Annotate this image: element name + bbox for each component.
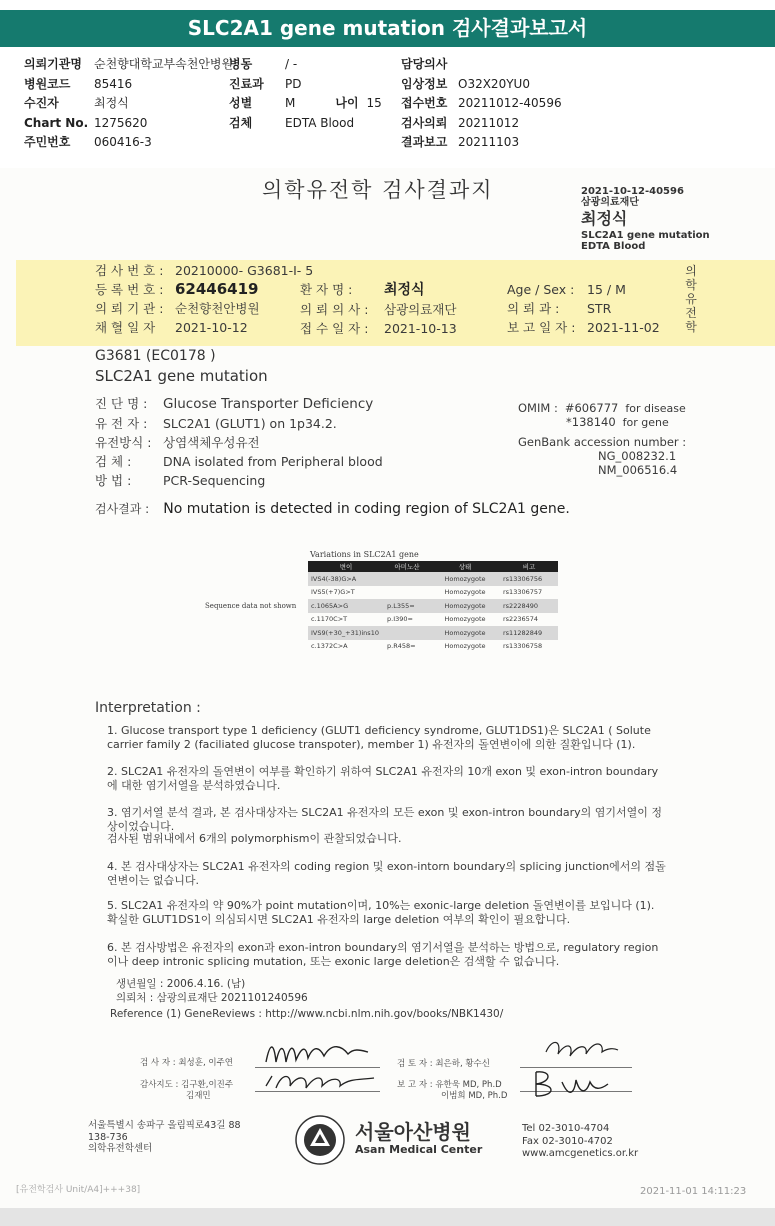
interpretation-item: 4. 본 검사대상자는 SLC2A1 유전자의 coding region 및 exon-intorn boundary의 splicing junction에서의 점돌연변이는 없습니다.	[107, 860, 666, 887]
ward-value: / -	[285, 57, 298, 71]
specimen-value: EDTA Blood	[285, 115, 355, 130]
stamp-line: 삼광의료재단	[581, 197, 639, 208]
asan-foundation-logo	[294, 1114, 346, 1166]
diagnosis-value: Glucose Transporter Deficiency	[163, 396, 374, 412]
age-sex: 15 / M	[587, 282, 626, 297]
reporter-second: 이범희 MD, Ph.D	[441, 1091, 508, 1101]
reviewer-signature-label: 검 토 자 : 최은하, 황수신	[397, 1059, 490, 1069]
center-address: 서울특별시 송파구 올림픽로43길 88 138-736 의학유전학센터	[88, 1120, 241, 1154]
info-label: 담당의사	[401, 57, 448, 71]
omim-disease-code: #606777	[564, 401, 619, 415]
report-title: SLC2A1 gene mutation 검사결과보고서	[0, 10, 775, 47]
variant-cell: IVS4(-38)G>A	[308, 572, 384, 586]
hospital-code-value: 85416	[94, 76, 133, 91]
interpretation-item: 6. 본 검사방법은 유전자의 exon과 exon-intron boundary의 염기서열을 분석하는 방법으로, regulatory region이나 deep intronic splicing mutation, 또는 exonic large deletion은 검색할 수 없습니다.	[107, 941, 659, 968]
clinical-info-value: O32X20YU0	[458, 76, 530, 91]
print-timestamp: 2021-11-01 14:11:23	[640, 1186, 747, 1197]
scan-title: 의학유전학 검사결과지	[262, 178, 494, 202]
aa-cell	[384, 586, 430, 600]
vertical-dept-tag: 의학유전학	[685, 264, 697, 334]
chart-no-value: 1275620	[94, 115, 148, 130]
genbank-label: GenBank accession number :	[518, 435, 687, 449]
detail-label: 진 단 명 :	[95, 396, 148, 411]
interpretation-item: 1. Glucose transport type 1 deficiency (GLUT1 deficiency syndrome, GLUT1DS1)은 SLC2A1 ( Solute carrier family 2 (faciliated glucose transpoter), member 1) 유전자의 돌연변이에 의한 질환입니다 (1).	[107, 724, 651, 751]
detail-label: 방 법 :	[95, 473, 132, 488]
report-date: 2021-11-02	[587, 320, 660, 335]
table-row	[308, 613, 558, 627]
info-label: 임상정보	[401, 76, 448, 91]
page-bottom-strip	[0, 1208, 775, 1226]
reference: Reference (1) GeneReviews : http://www.ncbi.nlm.nih.gov/books/NBK1430/	[110, 1008, 504, 1020]
table-row	[308, 640, 558, 654]
aa-cell: p.L355=	[384, 599, 430, 613]
sequence-note: Sequence data not shown	[205, 602, 297, 610]
patient-block-col2	[300, 261, 457, 338]
gene-value: SLC2A1 (GLUT1) on 1p34.2.	[163, 416, 337, 431]
genbank-accession: NG_008232.1	[598, 449, 677, 463]
info-label: 결과보고	[401, 135, 448, 149]
sex-value: M	[285, 96, 296, 110]
detail-label: 유 전 자 :	[95, 416, 148, 431]
field-label: 환 자 명 :	[300, 282, 353, 297]
info-label: Chart No.	[24, 115, 89, 130]
print-form-code: [유전학검사 Unit/A4]+++38]	[16, 1185, 141, 1195]
rs-cell: rs13306757	[503, 588, 543, 597]
supervisor-signature	[262, 1066, 377, 1096]
variant-cell: c.1170C>T	[311, 615, 348, 624]
variants-caption: Variations in SLC2A1 gene	[310, 550, 419, 559]
status-cell: Homozygote	[430, 626, 500, 640]
center-contact: Tel 02-3010-4704 Fax 02-3010-4702 www.amcgenetics.or.kr	[522, 1123, 639, 1159]
omim-block	[518, 402, 686, 429]
age-label: 나이	[335, 96, 359, 110]
patient-block-col3	[507, 261, 660, 337]
patient-value: 최정식	[94, 96, 129, 110]
field-label: 등 록 번 호 :	[95, 282, 164, 297]
supervisor-second: 김재민	[186, 1091, 211, 1101]
genbank-block	[518, 435, 686, 477]
info-column-3	[401, 55, 562, 153]
info-label: 진료과	[229, 76, 264, 91]
test-result	[95, 500, 570, 517]
test-details	[95, 394, 383, 490]
info-label: 검체	[229, 115, 253, 130]
reporter-signature-label: 보 고 자 : 유한욱 MD, Ph.D	[397, 1080, 502, 1090]
birth-date: 생년월일 : 2006.4.16. (남)	[116, 978, 246, 990]
field-label: 접 수 일 자 :	[300, 321, 369, 336]
specimen-detail-value: DNA isolated from Peripheral blood	[163, 454, 383, 469]
report-date-value: 20211103	[458, 135, 520, 149]
requesting-dept: STR	[587, 301, 612, 316]
info-label: 의뢰기관명	[24, 57, 82, 71]
status-cell: Homozygote	[430, 572, 500, 586]
info-label: 수진자	[24, 96, 59, 110]
genbank-accession: NM_006516.4	[598, 463, 678, 477]
result-text: No mutation is detected in coding region of SLC2A1 gene.	[163, 501, 570, 517]
interpretation-item: 검사된 범위내에서 6개의 polymorphism이 관찰되었습니다.	[107, 832, 402, 845]
variants-table	[308, 561, 558, 653]
status-cell: Homozygote	[444, 588, 486, 597]
omim-gene-code: *138140	[566, 414, 616, 429]
rs-cell: rs13306758	[503, 642, 543, 651]
resident-no-value: 060416-3	[94, 135, 152, 149]
patient-block-col1	[95, 261, 313, 337]
rs-cell: rs11282849	[500, 626, 558, 640]
field-label: 검 사 번 호 :	[95, 263, 164, 278]
omim-gene-desc: for gene	[622, 415, 669, 429]
registration-no: 62446419	[175, 280, 259, 298]
field-label: 의 뢰 기 관 :	[95, 301, 164, 316]
table-row	[308, 586, 558, 600]
draw-date: 2021-10-12	[175, 320, 248, 335]
field-label: Age / Sex :	[507, 282, 575, 297]
method-value: PCR-Sequencing	[163, 473, 266, 488]
test-name: SLC2A1 gene mutation	[95, 367, 268, 385]
status-cell: Homozygote	[444, 642, 486, 651]
stamp-line: SLC2A1 gene mutation	[581, 230, 710, 241]
interpretation-item: 5. SLC2A1 유전자의 약 90%가 point mutation이며, 10%는 exonic-large deletion 돌연변이를 보입니다 (1). 확실한 GLUT1DS1이 의심되시면 SLC2A1 유전자의 large deletion 여부의 확인이 필요합니다.	[107, 899, 655, 926]
table-row	[308, 572, 558, 586]
requesting-institution: 순천향천안병원	[175, 301, 260, 316]
detail-label: 검 체 :	[95, 454, 132, 469]
requester: 의뢰처 : 삼광의료재단 2021101240596	[116, 992, 308, 1004]
column-header: 변이	[308, 561, 384, 572]
rs-cell: rs2228490	[500, 599, 558, 613]
interpretation-heading: Interpretation :	[95, 700, 201, 716]
info-label: 검사의뢰	[401, 115, 448, 130]
info-label: 주민번호	[24, 135, 71, 149]
variant-cell: IVS5(+7)G>T	[311, 588, 355, 597]
aa-cell	[384, 626, 430, 640]
requesting-doctor: 삼광의료재단	[384, 302, 457, 317]
column-header: 아미노산	[384, 561, 430, 572]
aa-cell	[384, 572, 430, 586]
inheritance-value: 상염색체우성유전	[163, 435, 260, 450]
column-header: 상태	[430, 561, 500, 572]
department-value: PD	[285, 76, 302, 91]
reviewer-signature	[540, 1034, 620, 1064]
institution-value: 순천향대학교부속천안병원	[94, 57, 234, 71]
supervisor-signature-label: 감사지도 : 김구환,이진주	[140, 1080, 234, 1090]
status-cell: Homozygote	[444, 615, 486, 624]
result-label: 검사결과 :	[95, 502, 150, 516]
hospital-name-en: Asan Medical Center	[355, 1143, 483, 1156]
interpretation-item: 3. 염기서열 분석 결과, 본 검사대상자는 SLC2A1 유전자의 모든 exon 및 exon-intron boundary의 염기서열이 정상이었습니다.	[107, 806, 663, 833]
rs-cell: rs13306756	[500, 572, 558, 586]
omim-label: OMIM :	[518, 401, 558, 415]
exam-no: 20210000- G3681-I- 5	[175, 263, 314, 278]
age-value: 15	[366, 96, 382, 110]
field-label: 보 고 일 자 :	[507, 320, 576, 335]
status-cell: Homozygote	[430, 599, 500, 613]
hospital-name-ko: 서울아산병원	[355, 1120, 471, 1144]
table-row	[308, 626, 558, 640]
variant-cell: c.1065A>G	[308, 599, 384, 613]
info-label: 병원코드	[24, 76, 71, 91]
variant-cell: c.1372C>A	[311, 642, 348, 651]
info-column-2	[229, 55, 382, 133]
aa-cell: p.I390=	[387, 615, 413, 624]
tester-signature-label: 검 사 자 : 최성훈, 이주연	[140, 1058, 233, 1068]
variant-cell: IVS9(+30_+31)ins10	[308, 626, 384, 640]
scanned-report	[0, 168, 775, 1208]
info-label: 성별	[229, 96, 253, 110]
omim-disease-desc: for disease	[625, 402, 686, 415]
table-row	[308, 599, 558, 613]
aa-cell: p.R458=	[387, 642, 416, 651]
info-column-1	[24, 55, 233, 153]
request-date-value: 20211012	[458, 115, 520, 130]
receipt-no-value: 20211012-40596	[458, 96, 562, 110]
test-code: G3681 (EC0178 )	[95, 348, 216, 364]
column-header: 비고	[500, 561, 558, 572]
receipt-date: 2021-10-13	[384, 321, 457, 336]
field-label: 채 혈 일 자	[95, 320, 156, 335]
info-label: 접수번호	[401, 96, 448, 110]
tester-signature	[262, 1036, 372, 1070]
stamp-line: 2021-10-12-40596	[581, 186, 684, 197]
reporter-signature	[528, 1066, 618, 1102]
patient-name: 최정식	[384, 282, 425, 298]
field-label: 의 뢰 과 :	[507, 301, 560, 316]
stamp-name: 최정식	[581, 209, 628, 228]
detail-label: 유전방식 :	[95, 435, 152, 450]
rs-cell: rs2236574	[503, 615, 539, 624]
specimen-stamp	[581, 186, 710, 252]
info-label: 병동	[229, 57, 253, 71]
stamp-line: EDTA Blood	[581, 241, 646, 252]
interpretation-item: 2. SLC2A1 유전자의 돌연변이 여부를 확인하기 위하여 SLC2A1 유전자의 10개 exon 및 exon-intron boundary에 대한 염기서열을 분석하였습니다.	[107, 765, 659, 792]
field-label: 의 뢰 의 사 :	[300, 302, 369, 317]
